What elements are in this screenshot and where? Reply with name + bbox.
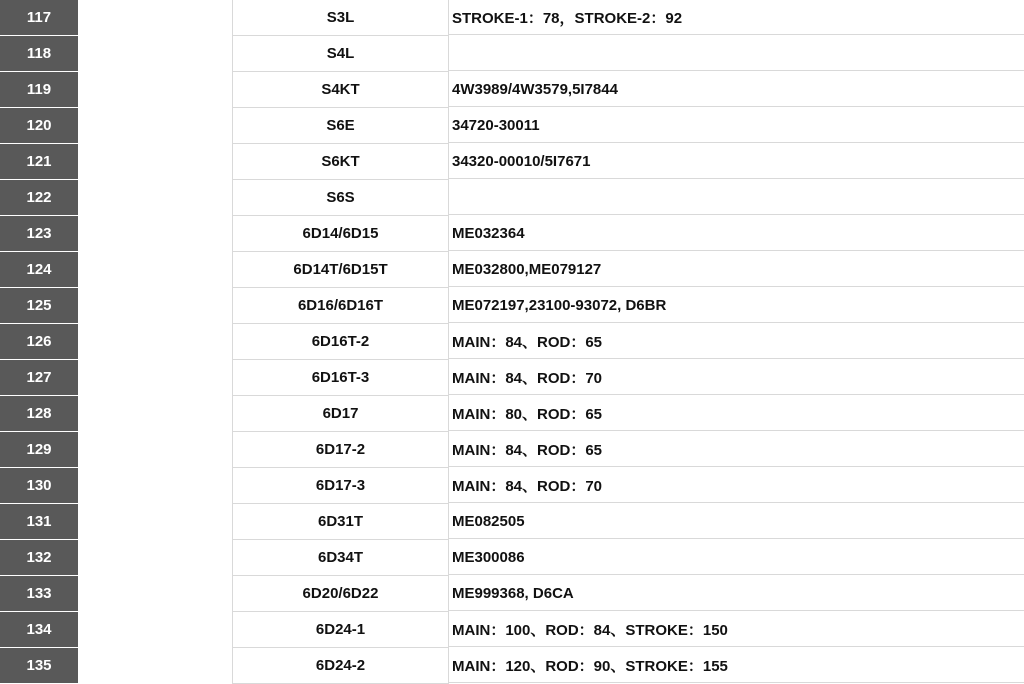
empty-cell [78, 360, 232, 396]
table-row[interactable] [0, 504, 1024, 540]
part-number-cell [448, 36, 1024, 71]
part-number-cell: MAIN：84、ROD：70 [448, 360, 1024, 395]
table-row[interactable] [0, 648, 1024, 684]
part-number-cell: MAIN：84、ROD：70 [448, 468, 1024, 503]
model-cell: S6S [232, 180, 449, 216]
row-number: 132 [0, 540, 78, 576]
row-number: 130 [0, 468, 78, 504]
empty-cell [78, 540, 232, 576]
part-number-cell: MAIN：84、ROD：65 [448, 432, 1024, 467]
model-cell: 6D14T/6D15T [232, 252, 449, 288]
model-cell: 6D16T-3 [232, 360, 449, 396]
part-number-cell: ME300086 [448, 540, 1024, 575]
empty-cell [78, 72, 232, 108]
part-number-cell: STROKE-1：78，STROKE-2：92 [448, 0, 1024, 35]
model-cell: S4KT [232, 72, 449, 108]
empty-cell [78, 612, 232, 648]
row-number: 123 [0, 216, 78, 252]
part-number-cell: ME072197,23100-93072, D6BR [448, 288, 1024, 323]
empty-cell [78, 108, 232, 144]
table-row[interactable] [0, 576, 1024, 612]
table-row[interactable] [0, 360, 1024, 396]
empty-cell [78, 504, 232, 540]
model-cell: S3L [232, 0, 449, 36]
row-number: 118 [0, 36, 78, 72]
empty-cell [78, 648, 232, 684]
model-cell: 6D31T [232, 504, 449, 540]
empty-cell [78, 288, 232, 324]
table-row[interactable] [0, 252, 1024, 288]
part-number-cell: ME999368, D6CA [448, 576, 1024, 611]
model-cell: 6D17 [232, 396, 449, 432]
part-number-cell: 34320-00010/5I7671 [448, 144, 1024, 179]
table-row[interactable] [0, 36, 1024, 72]
model-cell: 6D16T-2 [232, 324, 449, 360]
row-number: 117 [0, 0, 78, 36]
row-number: 128 [0, 396, 78, 432]
table-row[interactable] [0, 468, 1024, 504]
empty-cell [78, 36, 232, 72]
model-cell: 6D16/6D16T [232, 288, 449, 324]
part-number-cell: MAIN：120、ROD：90、STROKE：155 [448, 648, 1024, 683]
table-row[interactable] [0, 396, 1024, 432]
table-row[interactable] [0, 288, 1024, 324]
table-row[interactable] [0, 216, 1024, 252]
table-row[interactable] [0, 0, 1024, 36]
empty-cell [78, 180, 232, 216]
empty-cell [78, 0, 232, 36]
part-number-cell: ME032800,ME079127 [448, 252, 1024, 287]
row-number: 131 [0, 504, 78, 540]
row-number: 126 [0, 324, 78, 360]
model-cell: S4L [232, 36, 449, 72]
table-row[interactable] [0, 612, 1024, 648]
row-number: 129 [0, 432, 78, 468]
part-number-cell: 34720-30011 [448, 108, 1024, 143]
model-cell: S6E [232, 108, 449, 144]
row-number: 120 [0, 108, 78, 144]
row-number: 125 [0, 288, 78, 324]
model-cell: 6D17-3 [232, 468, 449, 504]
part-number-cell: MAIN：100、ROD：84、STROKE：150 [448, 612, 1024, 647]
empty-cell [78, 324, 232, 360]
model-cell: 6D20/6D22 [232, 576, 449, 612]
table-row[interactable] [0, 540, 1024, 576]
model-cell: 6D24-1 [232, 612, 449, 648]
row-number: 135 [0, 648, 78, 684]
table-row[interactable] [0, 432, 1024, 468]
model-cell: 6D17-2 [232, 432, 449, 468]
row-number: 121 [0, 144, 78, 180]
part-number-cell: MAIN：84、ROD：65 [448, 324, 1024, 359]
part-number-cell: ME032364 [448, 216, 1024, 251]
model-cell: 6D24-2 [232, 648, 449, 684]
part-number-cell: ME082505 [448, 504, 1024, 539]
row-number: 133 [0, 576, 78, 612]
row-number: 122 [0, 180, 78, 216]
row-number: 119 [0, 72, 78, 108]
empty-cell [78, 252, 232, 288]
empty-cell [78, 468, 232, 504]
model-cell: 6D34T [232, 540, 449, 576]
table-row[interactable] [0, 144, 1024, 180]
empty-cell [78, 216, 232, 252]
table-row[interactable] [0, 72, 1024, 108]
model-cell: 6D14/6D15 [232, 216, 449, 252]
table-row[interactable] [0, 180, 1024, 216]
row-number: 124 [0, 252, 78, 288]
row-number: 134 [0, 612, 78, 648]
model-cell: S6KT [232, 144, 449, 180]
part-number-cell: 4W3989/4W3579,5I7844 [448, 72, 1024, 107]
part-number-cell: MAIN：80、ROD：65 [448, 396, 1024, 431]
empty-cell [78, 432, 232, 468]
table-row[interactable] [0, 108, 1024, 144]
part-number-cell [448, 180, 1024, 215]
table-row[interactable] [0, 324, 1024, 360]
empty-cell [78, 396, 232, 432]
empty-cell [78, 144, 232, 180]
row-number: 127 [0, 360, 78, 396]
empty-cell [78, 576, 232, 612]
